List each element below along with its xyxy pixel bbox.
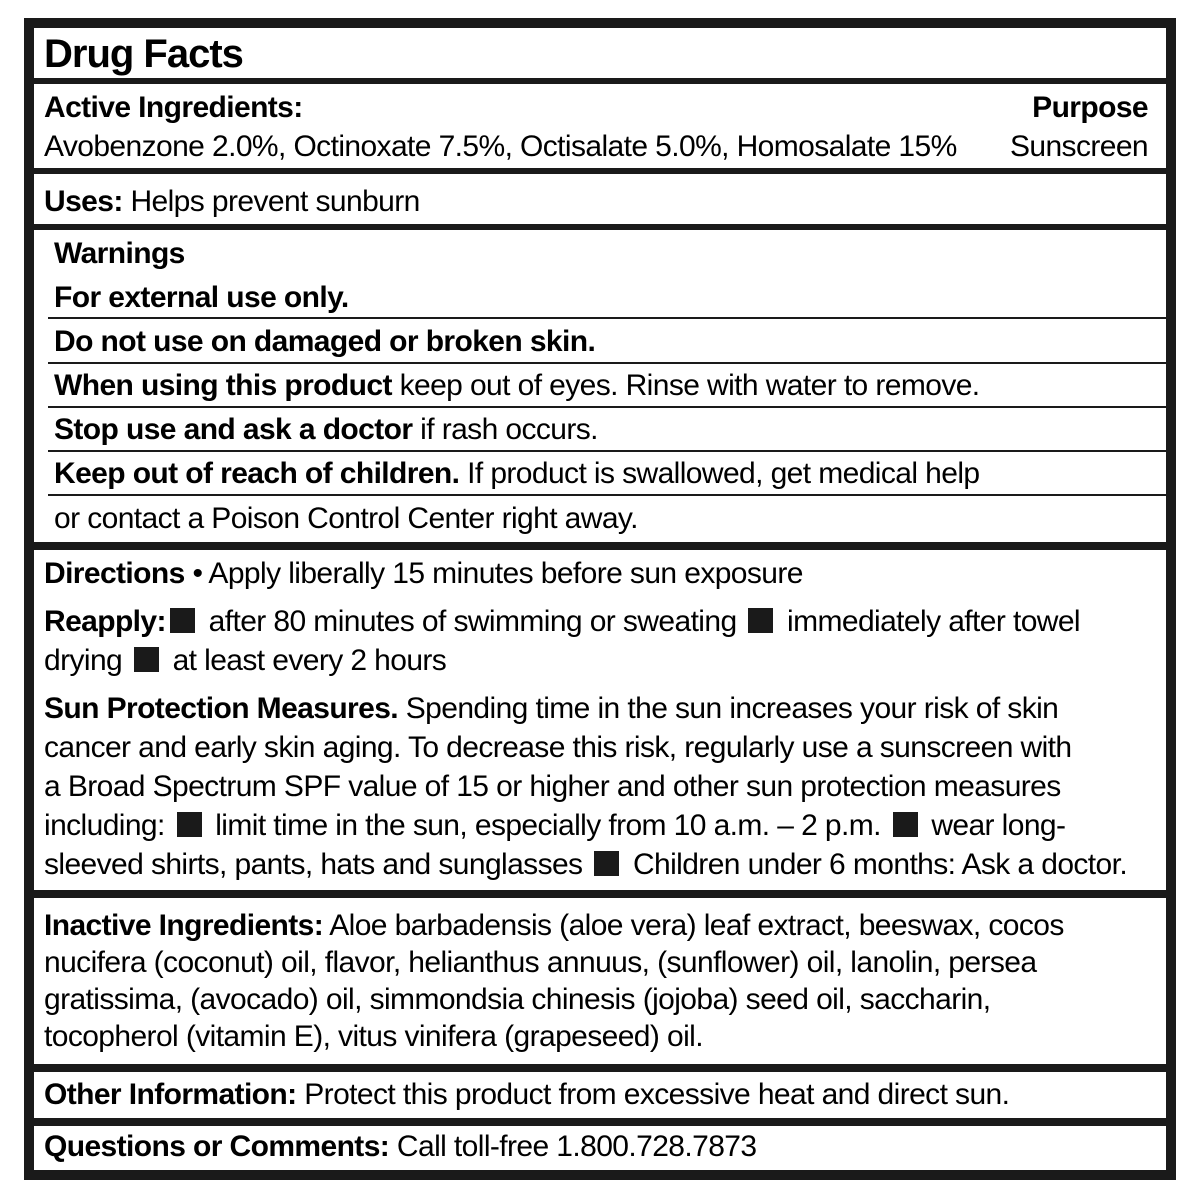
- inactive-line-1: [44, 908, 1064, 944]
- directions-line: [44, 556, 803, 592]
- spm-line-2: cancer and early skin aging. To decrease this risk, regularly use a sunscreen with: [44, 731, 1072, 764]
- active-divider: [34, 168, 1166, 174]
- uses-divider: [34, 224, 1166, 230]
- inactive-text: Aloe barbadensis (aloe vera) leaf extract, beeswax, cocos: [323, 909, 1064, 942]
- reapply-text: at least every 2 hours: [164, 644, 447, 677]
- spm-text: including:: [44, 809, 173, 842]
- inactive-line-3: gratissima, (avocado) oil, simmondsia chinesis (jojoba) seed oil, saccharin,: [44, 983, 991, 1016]
- spm-heading: Sun Protection Measures.: [44, 692, 399, 725]
- questions-heading: Questions or Comments:: [44, 1130, 390, 1163]
- directions-text: • Apply liberally 15 minutes before sun exposure: [184, 557, 803, 590]
- inactive-line-4: tocopherol (vitamin E), vitus vinifera (grapeseed) oil.: [44, 1020, 703, 1053]
- reapply-line-1: [44, 604, 1080, 640]
- inactive-divider: [34, 1064, 1166, 1072]
- purpose-value: Sunscreen: [1009, 130, 1148, 163]
- warning-external: For external use only.: [54, 281, 349, 314]
- questions-line: [44, 1129, 756, 1165]
- reapply-text: drying: [44, 644, 130, 677]
- when-using-text: keep out of eyes. Rinse with water to remove.: [391, 369, 980, 402]
- reapply-line-2: [44, 643, 446, 679]
- keep-out-heading: Keep out of reach of children.: [54, 457, 460, 490]
- title-divider: [34, 78, 1166, 84]
- warning-damaged: Do not use on damaged or broken skin.: [54, 325, 596, 358]
- warning-when-using: [54, 368, 980, 404]
- warning-divider: [48, 317, 1166, 319]
- inactive-line-2: nucifera (coconut) oil, flavor, helianthus annuus, (sunflower) oil, lanolin, persea: [44, 946, 1037, 979]
- bullet-square-icon: [134, 647, 159, 672]
- warning-divider: [48, 362, 1166, 364]
- directions-divider: [34, 890, 1166, 898]
- spm-text: limit time in the sun, especially from 10 a.m. – 2 p.m.: [207, 809, 889, 842]
- directions-heading: Directions: [44, 557, 185, 590]
- other-info-heading: Other Information:: [44, 1078, 297, 1111]
- uses-text: Helps prevent sunburn: [130, 185, 420, 218]
- other-info-text: Protect this product from excessive heat and direct sun.: [296, 1078, 1010, 1111]
- stop-use-text: if rash occurs.: [412, 413, 598, 446]
- inactive-heading: Inactive Ingredients:: [44, 909, 324, 942]
- warning-divider: [48, 406, 1166, 408]
- spm-text: sleeved shirts, pants, hats and sunglasses: [44, 848, 591, 881]
- drug-facts-panel: [34, 28, 1166, 1170]
- other-divider: [34, 1118, 1166, 1126]
- spm-line-4: [44, 808, 1065, 844]
- other-info-line: [44, 1077, 1009, 1113]
- spm-line-1: [44, 691, 1058, 727]
- warning-divider: [48, 450, 1166, 452]
- spm-text: Children under 6 months: Ask a doctor.: [625, 848, 1128, 881]
- active-ingredients-list: Avobenzone 2.0%, Octinoxate 7.5%, Octisalate 5.0%, Homosalate 15%: [44, 130, 957, 163]
- bullet-square-icon: [177, 812, 202, 837]
- spm-text: Spending time in the sun increases your risk of skin: [398, 692, 1059, 725]
- warning-divider: [48, 494, 1166, 496]
- stop-use-heading: Stop use and ask a doctor: [54, 413, 413, 446]
- warning-keep-out: [54, 456, 979, 492]
- warning-keep-out-continued: or contact a Poison Control Center right away.: [54, 502, 638, 535]
- when-using-heading: When using this product: [54, 369, 392, 402]
- questions-text: Call toll-free 1.800.728.7873: [389, 1130, 757, 1163]
- spm-text: wear long-: [923, 809, 1066, 842]
- reapply-text: immediately after towel: [779, 605, 1080, 638]
- bullet-square-icon: [170, 608, 195, 633]
- spm-line-3: a Broad Spectrum SPF value of 15 or higher and other sun protection measures: [44, 770, 1061, 803]
- keep-out-text: If product is swallowed, get medical help: [459, 457, 980, 490]
- reapply-heading: Reapply:: [44, 605, 166, 638]
- purpose-heading: Purpose: [1032, 91, 1148, 124]
- bullet-square-icon: [893, 812, 918, 837]
- reapply-text: after 80 minutes of swimming or sweating: [200, 605, 745, 638]
- drug-facts-title: Drug Facts: [44, 32, 243, 76]
- active-ingredients-heading: Active Ingredients:: [44, 91, 303, 124]
- uses-heading: Uses:: [44, 185, 123, 218]
- bullet-square-icon: [594, 851, 619, 876]
- warning-stop-use: [54, 412, 598, 448]
- uses-line: [44, 184, 420, 220]
- bullet-square-icon: [748, 608, 773, 633]
- spm-line-5: [44, 847, 1127, 883]
- warnings-heading: Warnings: [54, 237, 185, 270]
- warnings-divider: [34, 542, 1166, 550]
